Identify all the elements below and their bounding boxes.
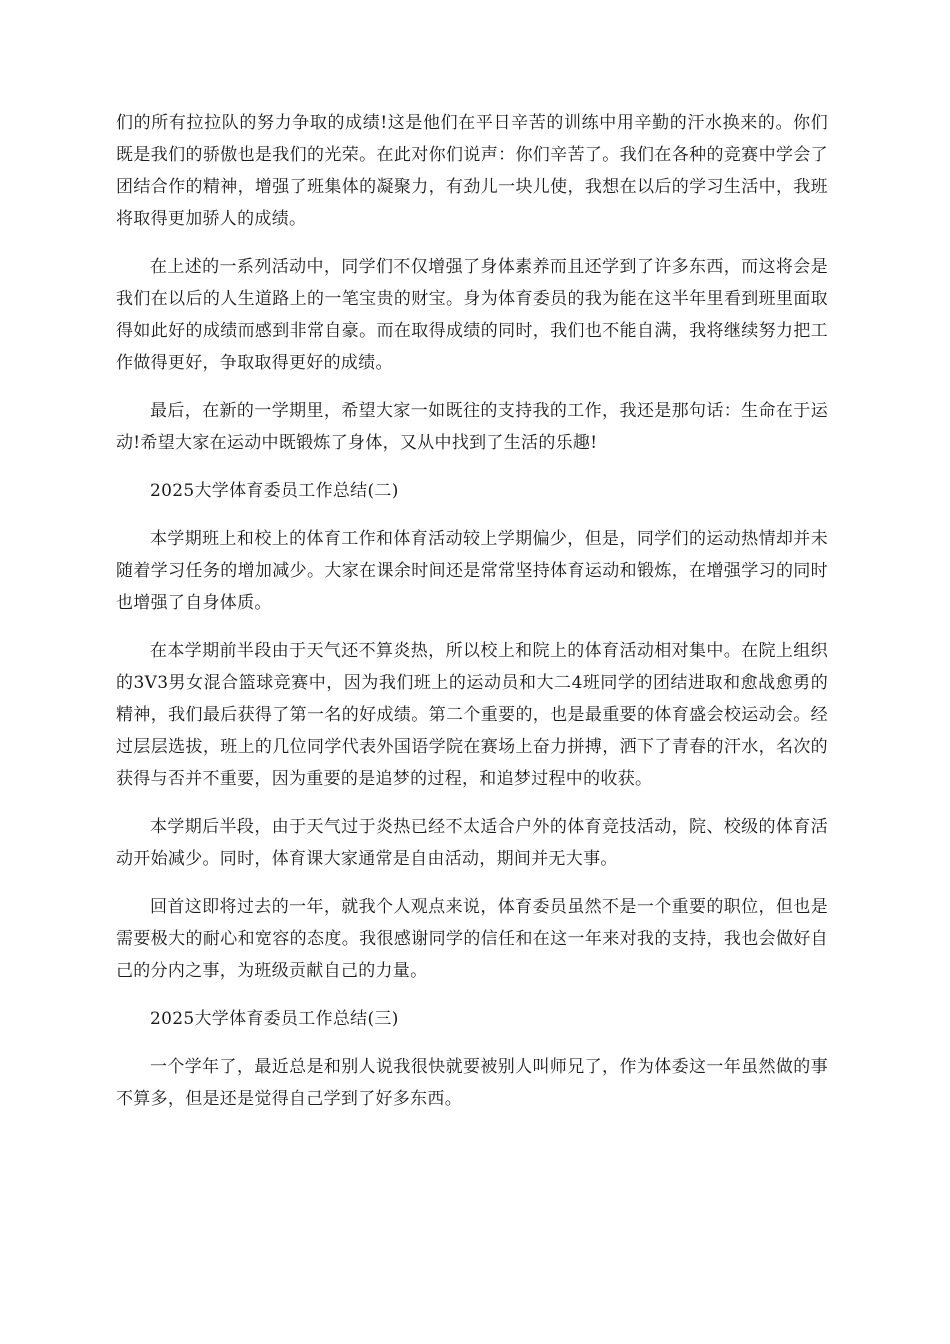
paragraph-semester-overview: 本学期班上和校上的体育工作和体育活动较上学期偏少，但是，同学们的运动热情却并未随着学习任务的增加减少。大家在课余时间还是常常坚持体育运动和锻炼，在增强学习的同时也增强了自身体质。 bbox=[116, 529, 828, 613]
paragraph-second-half: 本学期后半段，由于天气过于炎热已经不太适合户外的体育竞技活动，院、校级的体育活动开始减少。同时，体育课大家通常是自由活动，期间并无大事。 bbox=[116, 817, 828, 869]
paragraph-year-review: 一个学年了，最近总是和别人说我很快就要被别人叫师兄了，作为体委这一年虽然做的事不算多，但是还是觉得自己学到了好多东西。 bbox=[116, 1057, 828, 1109]
paragraph-reflection: 回首这即将过去的一年，就我个人观点来说，体育委员虽然不是一个重要的职位，但也是需要极大的耐心和宽容的态度。我很感谢同学的信任和在这一年来对我的支持，我也会做好自己的分内之事，为班级贡献自己的力量。 bbox=[116, 897, 828, 981]
section-heading-three: 2025大学体育委员工作总结(三) bbox=[150, 1009, 399, 1029]
document-page bbox=[116, 107, 828, 1131]
paragraph-first-half: 在本学期前半段由于天气还不算炎热，所以校上和院上的体育活动相对集中。在院上组织的3V3男女混合篮球竞赛中，因为我们班上的运动员和大二4班同学的团结进取和愈战愈勇的精神，我们最后获得了第一名的好成绩。第二个重要的，也是最重要的体育盛会校运动会。经过层层选拔，班上的几位同学代表外国语学院在赛场上奋力拼搏，洒下了青春的汗水，名次的获得与否并不重要，因为重要的是追梦的过程，和追梦过程中的收获。 bbox=[116, 641, 828, 789]
section-heading-two: 2025大学体育委员工作总结(二) bbox=[150, 481, 399, 501]
paragraph-closing: 最后，在新的一学期里，希望大家一如既往的支持我的工作，我还是那句话：生命在于运动!希望大家在运动中既锻炼了身体，又从中找到了生活的乐趣! bbox=[116, 401, 828, 453]
paragraph-activities-summary: 在上述的一系列活动中，同学们不仅增强了身体素养而且还学到了许多东西，而这将会是我们在以后的人生道路上的一笔宝贵的财宝。身为体育委员的我为能在这半年里看到班里面取得如此好的成绩而感到非常自豪。而在取得成绩的同时，我们也不能自满，我将继续努力把工作做得更好，争取取得更好的成绩。 bbox=[116, 257, 828, 373]
paragraph-continuation: 们的所有拉拉队的努力争取的成绩!这是他们在平日辛苦的训练中用辛勤的汗水换来的。你们既是我们的骄傲也是我们的光荣。在此对你们说声：你们辛苦了。我们在各种的竞赛中学会了团结合作的精神，增强了班集体的凝聚力，有劲儿一块儿使，我想在以后的学习生活中，我班将取得更加骄人的成绩。 bbox=[116, 113, 828, 229]
